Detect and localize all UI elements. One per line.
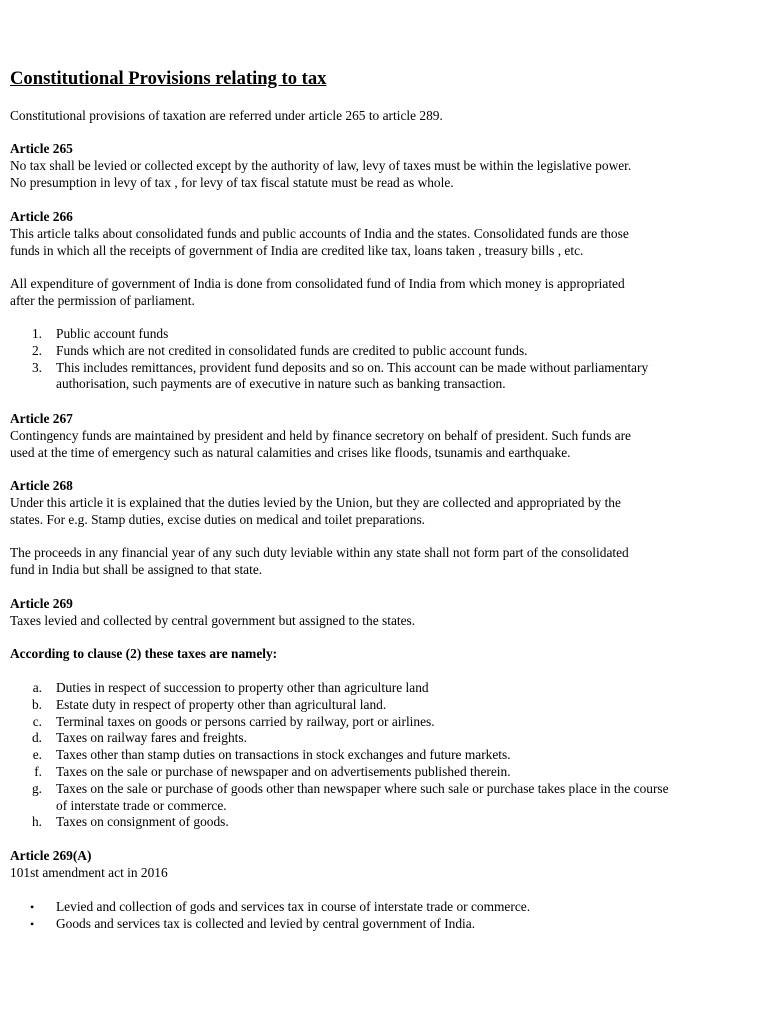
list-item-text: Taxes on the sale or purchase of newspaper and on advertisements published therein. — [56, 763, 511, 779]
list-item — [10, 814, 754, 831]
article-268-section — [10, 478, 754, 528]
article-269a-section — [10, 848, 754, 882]
article-265-line-2: No presumption in levy of tax , for levy of tax fiscal statute must be read as whole. — [10, 174, 454, 190]
page-title: Constitutional Provisions relating to tax — [10, 68, 327, 89]
list-marker: d. — [31, 730, 42, 746]
bullet-icon: • — [30, 916, 35, 931]
article-268-line-2: states. For e.g. Stamp duties, excise duties on medical and toilet preparations. — [10, 511, 426, 527]
list-item — [10, 747, 754, 764]
list-item-text: Public account funds — [56, 326, 169, 341]
article-265-line-1: No tax shall be levied or collected except by the authority of law, levy of taxes must be within the legislative power. — [10, 157, 632, 173]
list-item-text: Funds which are not credited in consolidated funds are credited to public account funds. — [56, 342, 528, 358]
list-marker: g. — [31, 780, 42, 796]
article-265-heading: Article 265 — [10, 141, 73, 156]
article-266-p2-line-1: All expenditure of government of India is done from consolidated fund of India from which money is appropriated — [10, 276, 625, 291]
list-item-text: Taxes on the sale or purchase of goods other than newspaper where such sale or purchase takes place in the course — [56, 780, 669, 796]
list-item-text: Taxes on railway fares and freights. — [56, 730, 247, 746]
list-item — [10, 781, 754, 815]
article-268-paragraph-2 — [10, 545, 754, 579]
list-item — [10, 916, 754, 933]
list-item-text-cont: authorisation, such payments are of executive in nature such as banking transaction. — [56, 376, 506, 392]
list-marker: f. — [34, 763, 42, 779]
list-item-text: Levied and collection of gods and services tax in course of interstate trade or commerce. — [56, 899, 531, 914]
list-item — [10, 764, 754, 781]
list-marker: 1. — [31, 326, 42, 341]
article-269-lettered-list — [10, 680, 754, 831]
list-item — [10, 680, 754, 697]
article-269a-heading: Article 269(A) — [10, 848, 92, 863]
list-item-text: Taxes other than stamp duties on transactions in stock exchanges and future markets. — [56, 747, 511, 763]
list-item — [10, 697, 754, 714]
list-item-text: Taxes on consignment of goods. — [56, 814, 229, 830]
article-268-line-1: Under this article it is explained that the duties levied by the Union, but they are collected and appropriated by the — [10, 494, 621, 510]
list-marker: h. — [31, 814, 42, 830]
article-266-section — [10, 209, 754, 259]
article-267-line-1: Contingency funds are maintained by president and held by finance secretory on behalf of president. Such funds are — [10, 427, 631, 443]
list-item — [10, 343, 754, 360]
intro-text: Constitutional provisions of taxation are referred under article 265 to article 289. — [10, 108, 443, 123]
list-item-text: Terminal taxes on goods or persons carried by railway, port or airlines. — [56, 713, 435, 729]
article-267-section — [10, 411, 754, 461]
list-item — [10, 360, 754, 394]
article-269a-bullet-list — [10, 899, 754, 933]
article-266-line-1: This article talks about consolidated funds and public accounts of India and the states. Consolidated funds are those — [10, 225, 629, 241]
intro-paragraph — [10, 108, 754, 125]
list-item-text-cont: of interstate trade or commerce. — [56, 797, 227, 813]
article-268-p2-line-1: The proceeds in any financial year of any such duty leviable within any state shall not form part of the consolidated — [10, 545, 629, 560]
list-marker: a. — [32, 680, 42, 695]
article-268-p2-line-2: fund in India but shall be assigned to that state. — [10, 561, 263, 577]
list-item — [10, 714, 754, 731]
list-item — [10, 899, 754, 916]
list-item-text: This includes remittances, provident fund deposits and so on. This account can be made without parliamentary — [56, 359, 649, 375]
list-marker: e. — [32, 747, 42, 763]
list-marker: 2. — [31, 342, 42, 358]
article-267-heading: Article 267 — [10, 411, 73, 426]
list-item-text: Goods and services tax is collected and levied by central government of India. — [56, 915, 476, 931]
article-269-heading: Article 269 — [10, 596, 73, 611]
bullet-icon: • — [30, 900, 35, 914]
list-marker: b. — [31, 696, 42, 712]
article-266-p2-line-2: after the permission of parliament. — [10, 292, 195, 308]
list-item-text: Estate duty in respect of property other than agricultural land. — [56, 696, 387, 712]
list-item — [10, 730, 754, 747]
list-item-text: Duties in respect of succession to property other than agriculture land — [56, 680, 429, 695]
article-266-paragraph-2 — [10, 276, 754, 310]
article-269-line-1: Taxes levied and collected by central government but assigned to the states. — [10, 612, 416, 628]
article-266-heading: Article 266 — [10, 209, 73, 224]
list-item — [10, 326, 754, 343]
list-marker: c. — [32, 713, 42, 729]
article-265-section — [10, 141, 754, 191]
article-269-section — [10, 596, 754, 630]
article-269a-line-1: 101st amendment act in 2016 — [10, 864, 168, 880]
article-267-line-2: used at the time of emergency such as natural calamities and crises like floods, tsunamis and earthquake. — [10, 444, 571, 460]
article-268-heading: Article 268 — [10, 478, 73, 493]
article-266-line-2: funds in which all the receipts of government of India are credited like tax, loans taken , treasury bills , etc. — [10, 242, 584, 258]
list-marker: 3. — [31, 359, 42, 375]
article-266-numbered-list — [10, 326, 754, 393]
article-269-clause-heading: According to clause (2) these taxes are namely: — [10, 646, 278, 661]
